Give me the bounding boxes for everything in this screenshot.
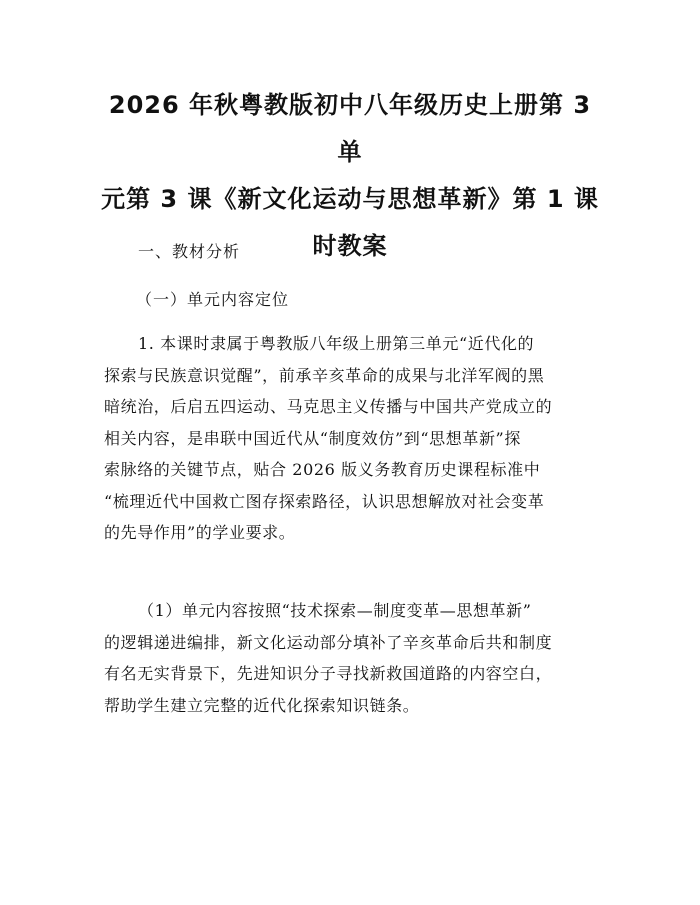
paragraph-line: 相关内容，是串联中国近代从“制度效仿”到“思想革新”探 bbox=[104, 428, 521, 448]
section-heading-materials-analysis: 一、教材分析 bbox=[138, 242, 241, 261]
title-line: 2026 年秋粤教版初中八年级历史上册第 3 单 bbox=[108, 91, 592, 166]
paragraph-line: 1. 本课时隶属于粤教版八年级上册第三单元“近代化的 bbox=[138, 334, 535, 353]
paragraph-line: “梳理近代中国救亡图存探索路径，认识思想解放对社会变革 bbox=[104, 491, 545, 511]
paragraph-line: 探索与民族意识觉醒”，前承辛亥革命的成果与北洋军阀的黑 bbox=[104, 365, 545, 385]
subsection-heading-unit-positioning: （一）单元内容定位 bbox=[136, 290, 290, 309]
paragraph-line: 的先导作用”的学业要求。 bbox=[104, 523, 296, 542]
paragraph-unit-positioning bbox=[104, 328, 604, 549]
paragraph-line: 帮助学生建立完整的近代化探索知识链条。 bbox=[104, 695, 420, 715]
paragraph-line: 有名无实背景下，先进知识分子寻找新救国道路的内容空白， bbox=[104, 664, 553, 683]
paragraph-line: 索脉络的关键节点，贴合 2026 版义务教育历史课程标准中 bbox=[104, 460, 541, 479]
title-line: 时教案 bbox=[312, 232, 388, 260]
paragraph-line: 的逻辑递进编排，新文化运动部分填补了辛亥革命后共和制度 bbox=[104, 632, 553, 652]
paragraph-unit-structure bbox=[104, 595, 604, 721]
title-line: 元第 3 课《新文化运动与思想革新》第 1 课 bbox=[101, 185, 599, 213]
paragraph-line: 暗统治，后启五四运动、马克思主义传播与中国共产党成立的 bbox=[104, 397, 553, 416]
paragraph-line: （1）单元内容按照“技术探索—制度变革—思想革新” bbox=[138, 601, 532, 620]
